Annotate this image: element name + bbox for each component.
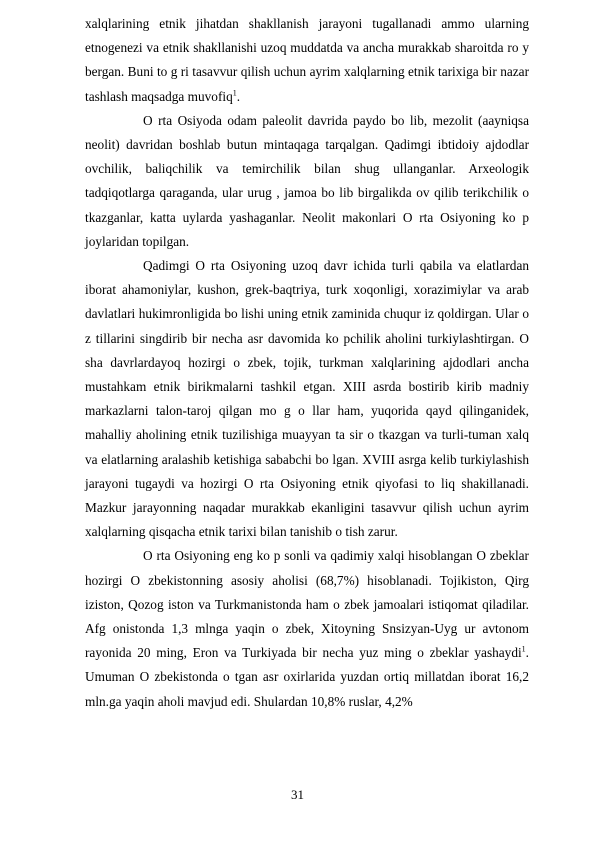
document-page [85,12,529,714]
page-number: 31 [291,787,304,802]
paragraph-ancient-states [85,254,529,544]
paragraph-text: xalqlarining etnik jihatdan shakllanish jarayoni tugallanadi ammo ularning etnogenezi va etnik shakllanishi uzoq muddatda va ancha murakkab sharoitda ro y bergan. Buni to g ri tasavvur qilish uchun ayrim xalqlarning etnik tarixiga bir nazar tashlash maqsadga muvofiq [85,16,529,104]
footnote-marker: 1 [521,644,526,654]
paragraph-prehistory [85,109,529,254]
paragraph-tail: . Umuman O zbekistonda o tgan asr oxirlarida yuzdan ortiq millatdan iborat 16,2 mln.ga yaqin aholi mavjud edi. Shulardan 10,8% ruslar, 4,2% [85,645,529,709]
paragraph-tail: . [236,88,241,104]
paragraph-text: O rta Osiyoning eng ko p sonli va qadimiy xalqi hisoblangan O zbeklar hozirgi O zbekistonning asosiy aholisi (68,7%) hisoblanadi. Tojikiston, Qirg iziston, Qozog iston va Turkmanistonda ham o zbek jamoalari istiqomat qiladilar. Afg onistonda 1,3 mlnga yaqin o zbek, Xitoyning Snsizyan-Uyg ur avtonom rayonida 20 ming, Eron va Turkiyada bir necha yuz ming o zbeklar yashaydi [85,548,529,661]
footnote-marker: 1 [232,88,237,98]
paragraph-uzbeks [85,544,529,713]
paragraph-text: Qadimgi O rta Osiyoning uzoq davr ichida turli qabila va elatlardan iborat ahamoniylar, kushon, grek-baqtriya, turk xoqonligi, xorazimiylar va arab davlatlari hukimronligida bo lishi uning etnik zaminida chuqur iz qoldirgan. Ular o z tillarini singdirib bir necha asr davomida ko pchilik aholini turkiylashtirgan. O sha davrlardayoq hozirgi o zbek, tojik, turkman xalqlarining ajdodlari ancha mustahkam etnik birikmalarni tashkil etgan. XIII asrda bostirib kirib madniy markazlarni talon-taroj qilgan mo g o llar ham, yuqorida qayd qilinganidek, mahalliy aholining etnik tuzilishiga muayyan ta sir o tkazgan va turli-tuman xalq va elatlarning aralashib ketishiga sababchi bo lgan. XVIII asrga kelib turkiylashish jarayoni tugaydi va hozirgi O rta Osiyoning etnik qiyofasi to liq shakillanadi. Mazkur jarayonning naqadar murakkab ekanligini tasavvur qilish uchun ayrim xalqlarning qisqacha etnik tarixi bilan tanishib o tish zarur. [85,258,529,540]
paragraph-continuation [85,12,529,109]
paragraph-text: O rta Osiyoda odam paleolit davrida paydo bo lib, mezolit (aayniqsa neolit) davridan boshlab butun mintaqaga tarqalgan. Qadimgi ibtidoiy ajdodlar ovchilik, baliqchilik va temirchilik bilan shug ullanganlar. Arxeologik tadqiqotlarga qaraganda, ular urug , jamoa bo lib birgalikda ov qilib terikchilik o tkazganlar, katta uylarda yashaganlar. Neolit makonlari O rta Osiyoning ko p joylaridan topilgan. [85,112,529,249]
